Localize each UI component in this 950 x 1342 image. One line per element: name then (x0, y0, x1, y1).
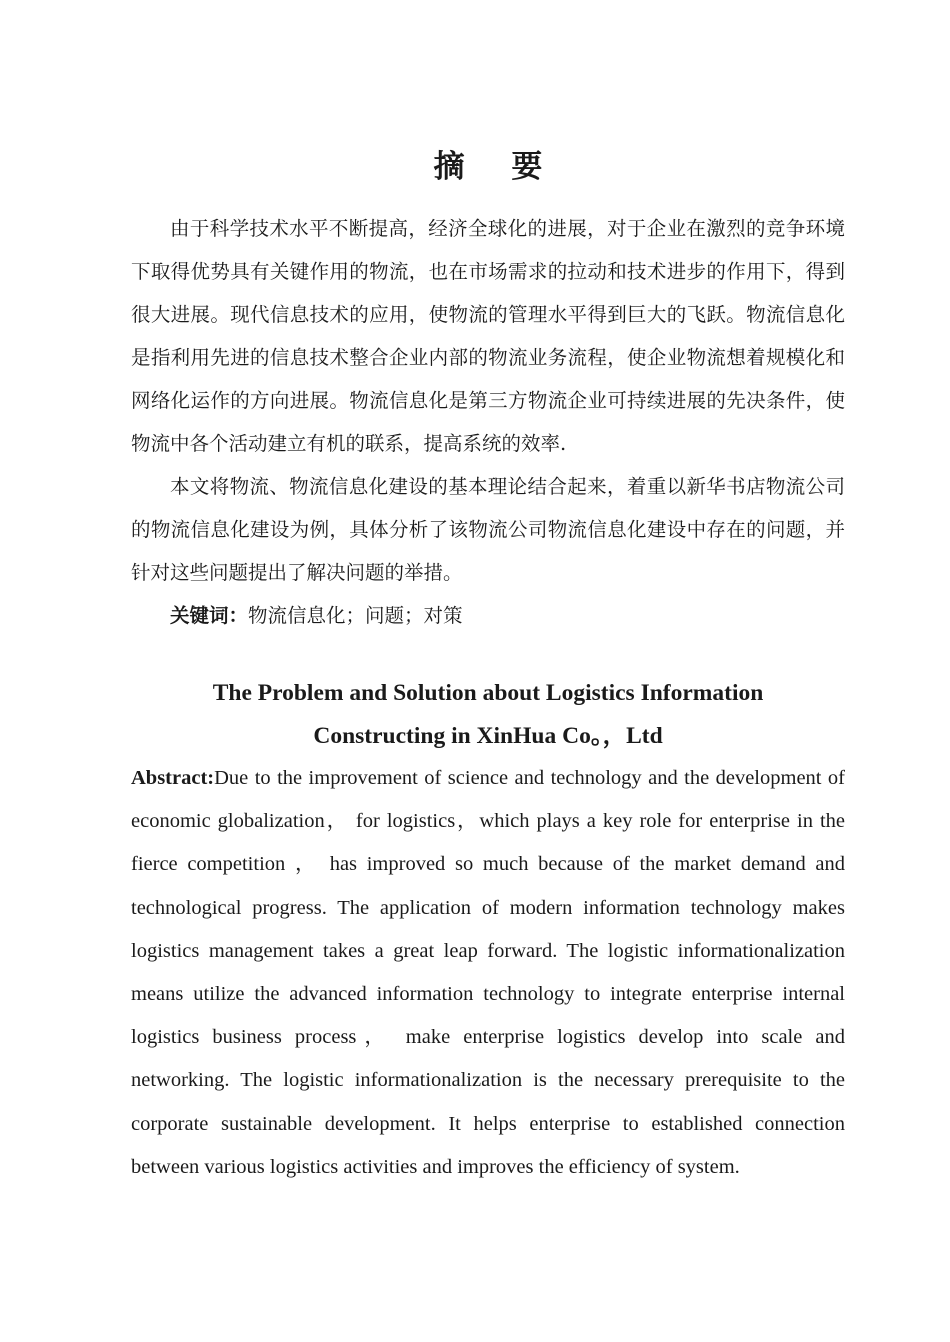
keywords-label: 关键词： (170, 604, 249, 627)
chinese-abstract-paragraph-2: 本文将物流、物流信息化建设的基本理论结合起来，着重以新华书店物流公司的物流信息化建设为例，具体分析了该物流公司物流信息化建设中存在的问题，并针对这些问题提出了解决问题的举措。 (131, 475, 845, 584)
abstract-label: Abstract: (131, 767, 215, 789)
english-title-line-1: The Problem and Solution about Logistics Information (212, 680, 764, 706)
english-title (131, 672, 845, 758)
chinese-abstract-body (131, 207, 845, 637)
keywords-text: 物流信息化；问题；对策 (248, 604, 463, 627)
english-abstract (131, 757, 845, 1189)
chinese-abstract-title: 摘 要 (433, 149, 561, 185)
chinese-keywords (131, 594, 845, 637)
english-title-line-2: Constructing in XinHua Co。，Ltd (313, 723, 663, 749)
abstract-text: Due to the improvement of science and technology and the development of economic globalization， for logistics，which plays a key role for enterprise in the fierce competition ， has improved so much because of the market demand and technological progress. The application of modern information technology makes logistics management takes a great leap forward. The logistic informationalization means utilize the advanced information technology to integrate enterprise internal logistics business process， make enterprise logistics develop into scale and networking. The logistic informationalization is the necessary prerequisite to the corporate sustainable development. It helps enterprise to established connection between various logistics activities and improves the efficiency of system. (131, 767, 845, 1178)
chinese-abstract-paragraph-1: 由于科学技术水平不断提高，经济全球化的进展，对于企业在激烈的竞争环境下取得优势具有关键作用的物流，也在市场需求的拉动和技术进步的作用下，得到很大进展。现代信息技术的应用，使物流的管理水平得到巨大的飞跃。物流信息化是指利用先进的信息技术整合企业内部的物流业务流程，使企业物流想着规模化和网络化运作的方向进展。物流信息化是第三方物流企业可持续进展的先决条件，使物流中各个活动建立有机的联系，提高系统的效率. (131, 217, 845, 455)
